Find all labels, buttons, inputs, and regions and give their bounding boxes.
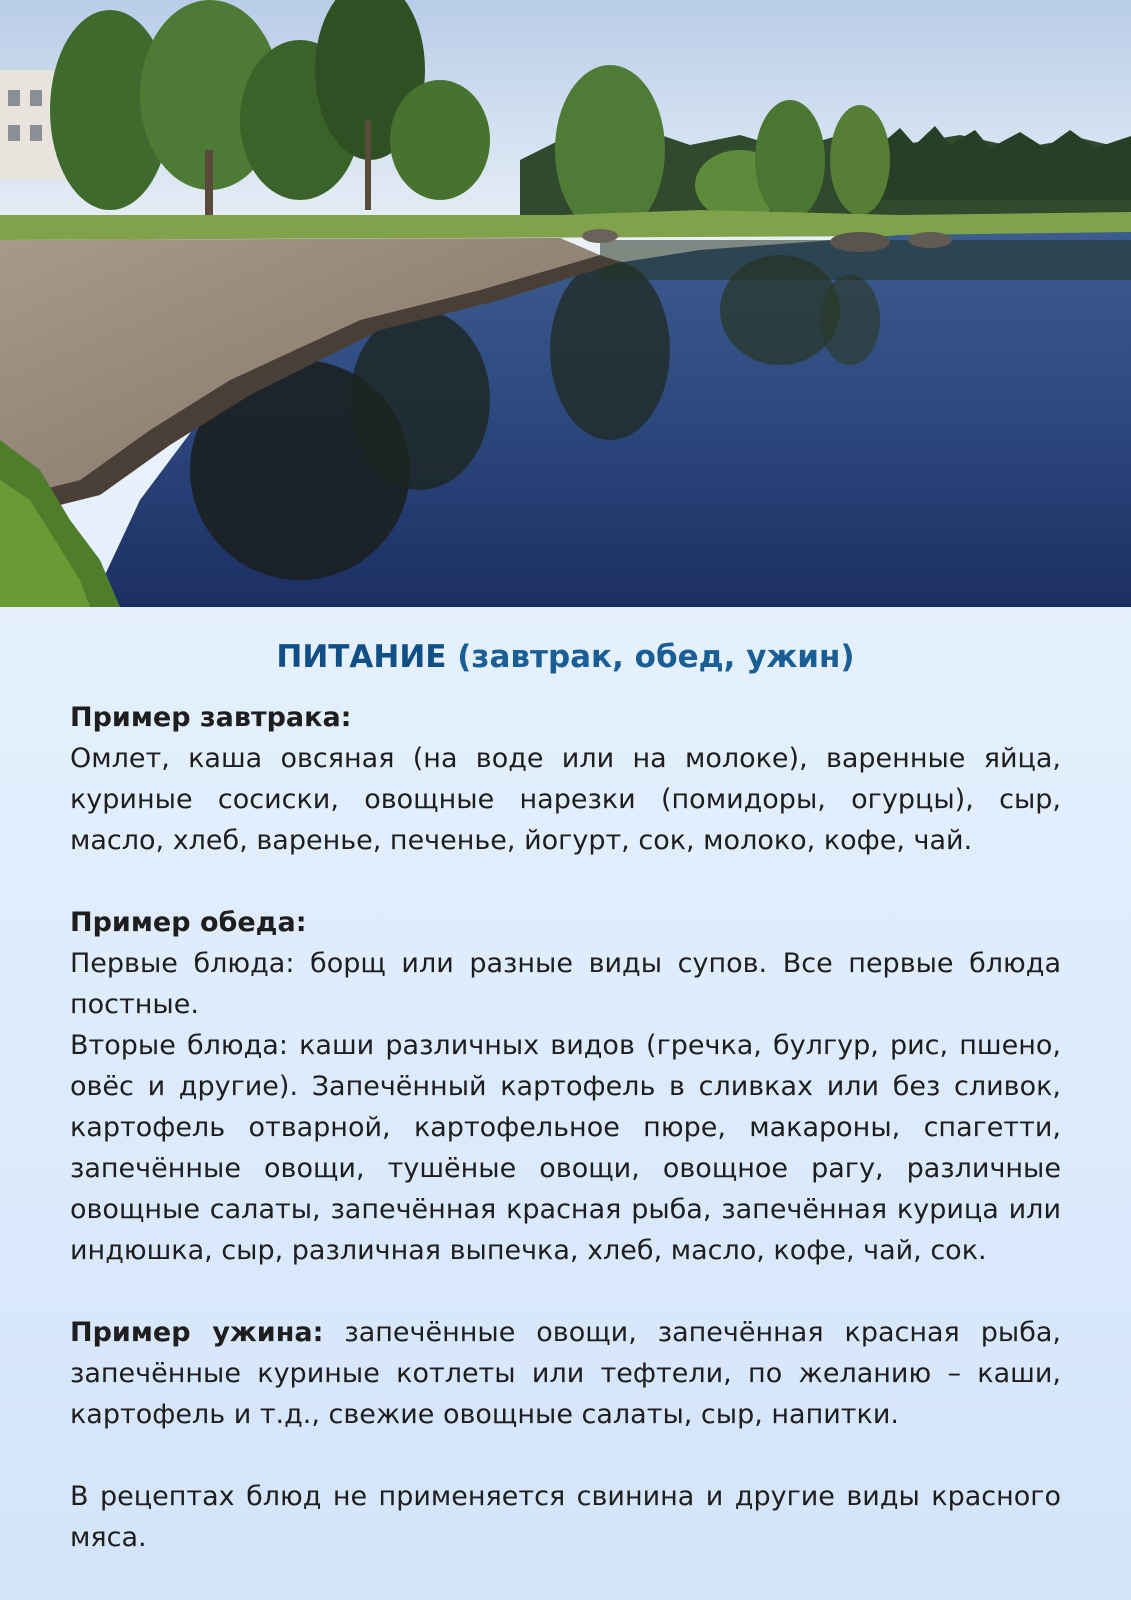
title-main: ПИТАНИЕ xyxy=(276,639,447,675)
dinner-label: Пример ужина: xyxy=(70,1317,324,1348)
breakfast-title: Пример завтрака: xyxy=(70,702,352,733)
dinner-section xyxy=(70,1312,1061,1435)
lunch-title: Пример обеда: xyxy=(70,907,307,938)
lunch-first-courses: Первые блюда: борщ или разные виды супов. Все первые блюда постные. xyxy=(70,948,1061,1020)
lake-photo xyxy=(0,0,1131,607)
dinner-text: запечённые овощи, запечённая красная рыба, запечённые куриные котлеты или тефтели, по желанию – каши, картофель и т.д., свежие овощные салаты, сыр, напитки. xyxy=(70,1317,1061,1430)
page-title xyxy=(70,635,1061,679)
content xyxy=(70,635,1061,1558)
spacer xyxy=(70,1271,1061,1312)
breakfast-text: Омлет, каша овсяная (на воде или на молоке), варенные яйца, куриные сосиски, овощные нарезки (помидоры, огурцы), сыр, масло, хлеб, варенье, печенье, йогурт, сок, молоко, кофе, чай. xyxy=(70,743,1061,856)
title-subtitle: (завтрак, обед, ужин) xyxy=(457,639,855,675)
note-text: В рецептах блюд не применяется свинина и другие виды красного мяса. xyxy=(70,1481,1061,1553)
lunch-section xyxy=(70,902,1061,1271)
spacer xyxy=(70,861,1061,902)
spacer xyxy=(70,1435,1061,1476)
lunch-second-courses: Вторые блюда: каши различных видов (гречка, булгур, рис, пшено, овёс и другие). Запечённый картофель в сливках или без сливок, картофель отварной, картофельное пюре, макароны, спагетти, запечённые овощи, тушёные овощи, овощное рагу, различные овощные салаты, запечённая красная рыба, запечённая курица или индюшка, сыр, различная выпечка, хлеб, масло, кофе, чай, сок. xyxy=(70,1030,1061,1266)
lake-landscape-image xyxy=(0,0,1131,607)
breakfast-section xyxy=(70,697,1061,861)
